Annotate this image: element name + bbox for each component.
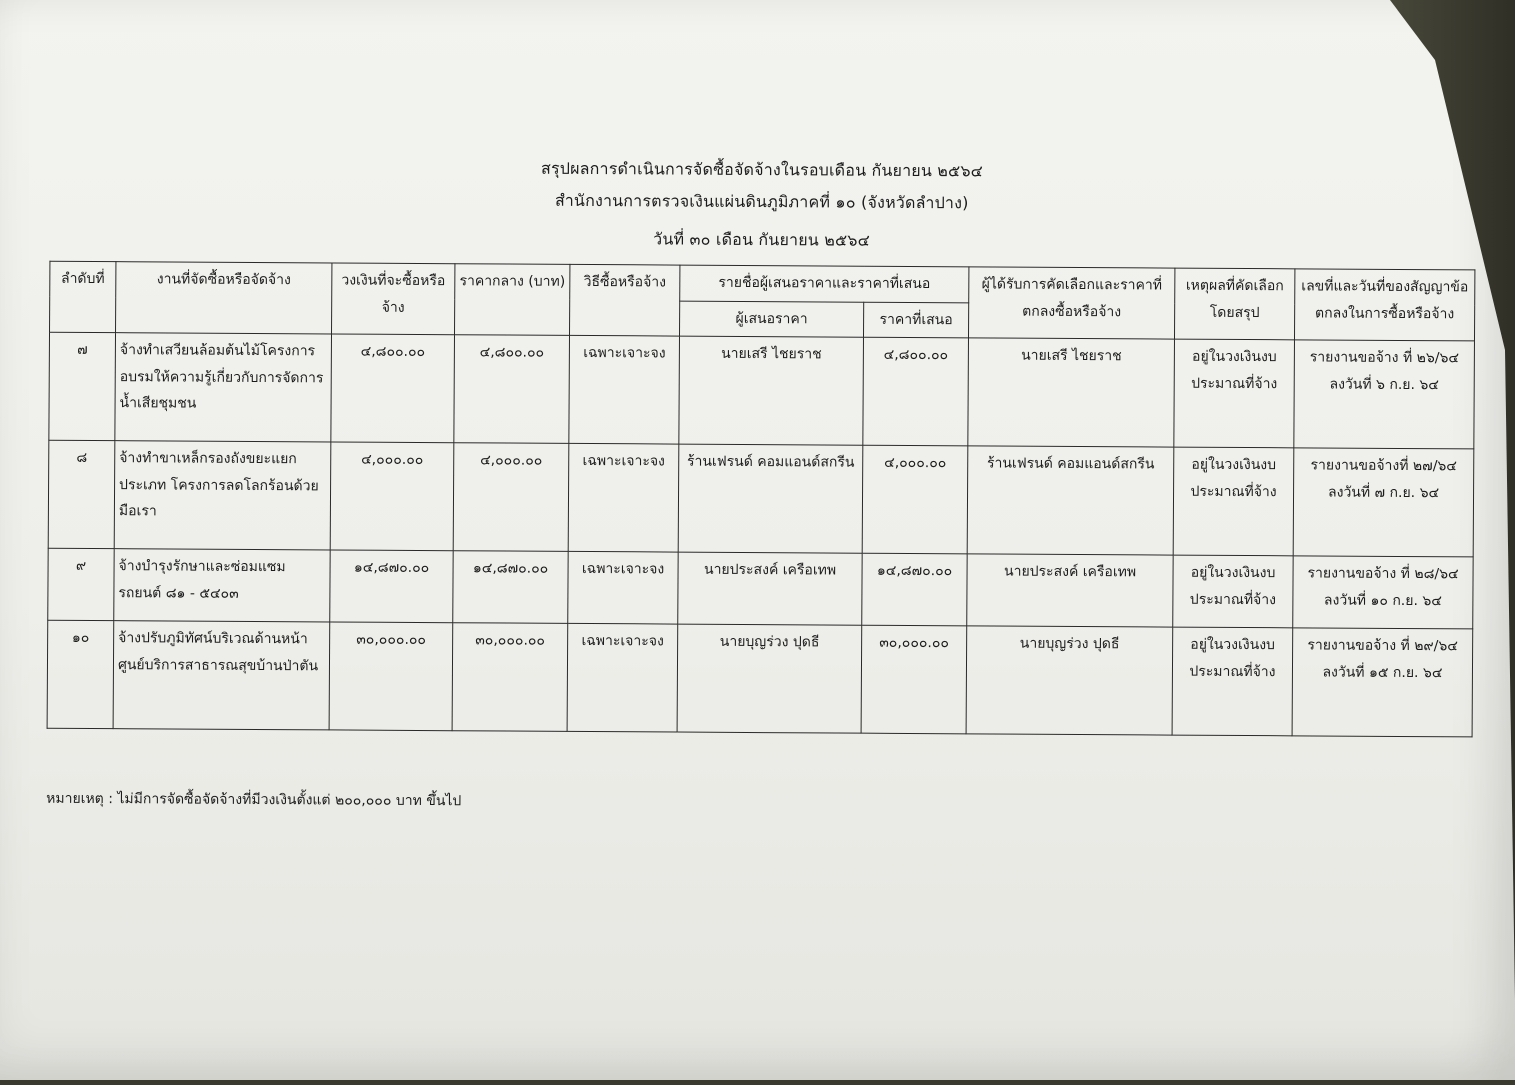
- cell-reason: อยู่ในวงเงินงบประมาณที่จ้าง: [1174, 339, 1295, 448]
- cell-contract: [1294, 340, 1475, 449]
- cell-item: จ้างปรับภูมิทัศน์บริเวณด้านหน้าศูนย์บริการสาธารณสุขบ้านป่าตัน: [113, 621, 330, 730]
- cell-item: จ้างทำขาเหล็กรองถังขยะแยกประเภท โครงการลดโลกร้อนด้วยมือเรา: [114, 441, 331, 550]
- cell-median-price: ๓๐,๐๐๐.๐๐: [452, 623, 568, 732]
- cell-bidder: ร้านเฟรนด์ คอมแอนด์สกรีน: [678, 444, 863, 553]
- document-office: สำนักงานการตรวจเงินแผ่นดินภูมิภาคที่ ๑๐ (จังหวัดลำปาง): [554, 190, 969, 213]
- cell-no: ๘: [48, 440, 115, 548]
- cell-reason: อยู่ในวงเงินงบประมาณที่จ้าง: [1173, 447, 1294, 556]
- cell-budget: ๑๔,๘๗๐.๐๐: [330, 550, 453, 623]
- header-bidder: ผู้เสนอราคา: [679, 301, 863, 338]
- cell-item: จ้างบำรุงรักษาและซ่อมแซมรถยนต์ ๘๑ - ๕๔๐๓: [114, 549, 330, 622]
- contract-number: รายงานขอจ้าง ที่ ๒๖/๖๔: [1309, 349, 1460, 367]
- cell-bid-price: ๔,๘๐๐.๐๐: [863, 337, 969, 446]
- header-median-price: ราคากลาง (บาท): [455, 264, 570, 336]
- table-row: [48, 440, 1474, 557]
- document-date: วันที่ ๓๐ เดือน กันยายน ๒๕๖๔: [653, 229, 871, 250]
- cell-bidder: นายประสงค์ เครือเทพ: [678, 552, 862, 625]
- cell-reason: อยู่ในวงเงินงบประมาณที่จ้าง: [1172, 627, 1293, 736]
- header-reason: เหตุผลที่คัดเลือกโดยสรุป: [1175, 268, 1295, 340]
- header-bidders-group: รายชื่อผู้เสนอราคาและราคาที่เสนอ: [680, 265, 969, 302]
- contract-number: รายงานขอจ้าง ที่ ๒๙/๖๔: [1307, 637, 1458, 655]
- cell-item: จ้างทำเสวียนล้อมต้นไม้โครงการอบรมให้ความรู้เกี่ยวกับการจัดการน้ำเสียชุมชน: [115, 333, 332, 442]
- table-row: [48, 548, 1473, 629]
- cell-winner: นายประสงค์ เครือเทพ: [967, 554, 1173, 627]
- contract-number: รายงานขอจ้าง ที่ ๒๘/๖๔: [1307, 565, 1459, 583]
- cell-contract: [1292, 628, 1473, 737]
- cell-method: เฉพาะเจาะจง: [567, 624, 678, 733]
- cell-method: เฉพาะเจาะจง: [568, 444, 679, 553]
- contract-date: ลงวันที่ ๑๐ ก.ย. ๖๔: [1323, 592, 1442, 610]
- cell-bidder: นายบุญร่วง ปุดธี: [677, 624, 862, 733]
- contract-number: รายงานขอจ้างที่ ๒๗/๖๔: [1310, 457, 1457, 475]
- footnote: หมายเหตุ : ไม่มีการจัดซื้อจัดจ้างที่มีวงเงินตั้งแต่ ๒๐๐,๐๐๐ บาท ขึ้นไป: [46, 790, 462, 810]
- cell-winner: ร้านเฟรนด์ คอมแอนด์สกรีน: [967, 446, 1174, 555]
- cell-no: ๙: [48, 548, 114, 620]
- cell-method: เฉพาะเจาะจง: [568, 552, 678, 625]
- cell-method: เฉพาะเจาะจง: [569, 336, 680, 445]
- document-title: สรุปผลการดำเนินการจัดซื้อจัดจ้างในรอบเดือน กันยายน ๒๕๖๔: [540, 158, 984, 181]
- cell-budget: ๔,๘๐๐.๐๐: [331, 334, 455, 443]
- cell-no: ๑๐: [47, 620, 114, 728]
- header-winner: ผู้ได้รับการคัดเลือกและราคาที่ตกลงซื้อหรือจ้าง: [969, 267, 1175, 339]
- cell-reason: อยู่ในวงเงินงบประมาณที่จ้าง: [1173, 555, 1293, 628]
- cell-median-price: ๑๔,๘๗๐.๐๐: [453, 551, 568, 624]
- contract-date: ลงวันที่ ๗ ก.ย. ๖๔: [1328, 484, 1440, 501]
- cell-budget: ๔,๐๐๐.๐๐: [330, 442, 454, 551]
- header-contract: เลขที่และวันที่ของสัญญาข้อตกลงในการซื้อหรือจ้าง: [1295, 269, 1475, 341]
- cell-median-price: ๔,๐๐๐.๐๐: [453, 443, 569, 552]
- contract-date: ลงวันที่ ๖ ก.ย. ๖๔: [1329, 376, 1439, 393]
- header-no: ลำดับที่: [50, 261, 116, 333]
- cell-bid-price: ๑๔,๘๗๐.๐๐: [862, 553, 967, 626]
- cell-median-price: ๔,๘๐๐.๐๐: [454, 335, 570, 444]
- header-budget: วงเงินที่จะซื้อหรือจ้าง: [332, 263, 455, 335]
- cell-bidder: นายเสรี ไชยราช: [679, 336, 864, 445]
- procurement-table: [47, 261, 1476, 738]
- cell-bid-price: ๓๐,๐๐๐.๐๐: [861, 625, 967, 734]
- cell-bid-price: ๔,๐๐๐.๐๐: [862, 445, 968, 554]
- cell-winner: นายบุญร่วง ปุดธี: [966, 626, 1173, 735]
- header-method: วิธีซื้อหรือจ้าง: [570, 264, 680, 336]
- header-bid-price: ราคาที่เสนอ: [863, 302, 968, 338]
- cell-contract: [1293, 448, 1474, 557]
- cell-contract: [1293, 556, 1473, 629]
- header-item: งานที่จัดซื้อหรือจัดจ้าง: [116, 262, 332, 335]
- cell-budget: ๓๐,๐๐๐.๐๐: [329, 622, 453, 731]
- contract-date: ลงวันที่ ๑๕ ก.ย. ๖๔: [1322, 664, 1443, 682]
- table-row: [49, 332, 1475, 449]
- cell-winner: นายเสรี ไชยราช: [968, 338, 1175, 447]
- header-row: [50, 261, 1475, 305]
- cell-no: ๗: [49, 332, 116, 440]
- table-row: [47, 620, 1473, 737]
